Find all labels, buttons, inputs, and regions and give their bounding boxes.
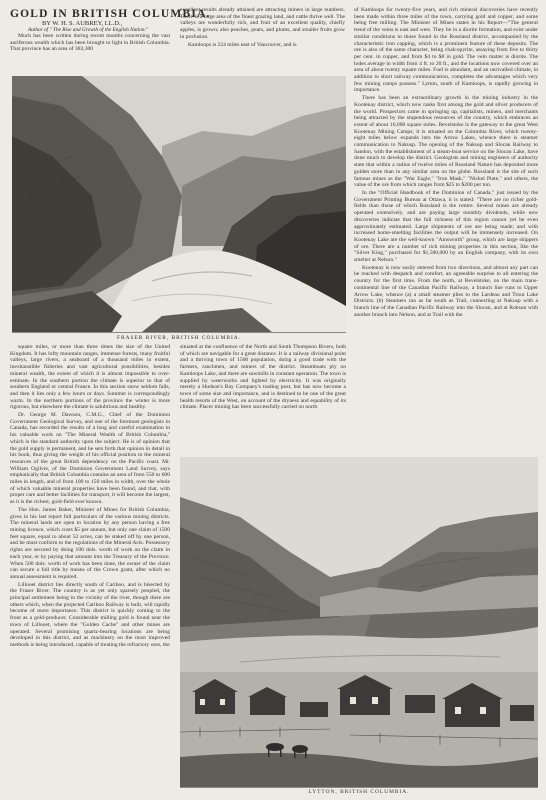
text-column-middle [180,344,346,436]
article-paragraph: Dr. George M. Dawson, C.M.G., Chief of the Dominion Government Geological Survey, and one of the foremost geologists in Canada, has recorded the results of a long and careful examination in his valuable work on "The Mineral Wealth of British Columbia," which is the standard authority upon the subject. He is of opinion that the gold supply is permanent, and he sets forth that opinion in detail in his book, thus giving the weight of his official position to the mineral resources of the great British dependency on the Pacific coast. Mr. William Ogilvie, of the Dominion Government Land Survey, says emphatically that British Columbia contains an area of from 550 to 600 miles in length, and of from 100 to 150 miles in width, over the whole of which valuable mineral properties have been found, and that, with proper care and better facilities for transport, it will become the largest, as it is the richest, gold-field ever known. [10,412,170,506]
text-column-top-left [10,33,170,75]
article-paragraph: In the "Official Handbook of the Dominion of Canada," just issued by the Government Printing Bureau at Ottawa, it is stated: "There are no richer gold-fields than those of which Rossland is the centre. Several mines are already operated extensively, and are paying large monthly dividends, while new discoveries indicate that the full richness of this region cannot yet be even approximately estimated. Large shipments of ore are being made; and with increased home-smelting facilities the output will be immensely increased. On Kootenay Lake are the well-known "Ainsworth" group, which are large shippers of ore. There are a number of rich mining properties in this section, like the "Silver King," purchased for $1,500,000 by an English company, with its own smelter at Nelson." [354,189,538,264]
article-paragraph: There has been an extraordinary growth in the mining industry in the Kootenay district, which now ranks first among the gold and silver producers of the world. Prospectors came in springing up, capitalists, miners, and merchants being attracted by the stupendous resources of the country, which embraces an extent of about 16,000 square miles. Revelstoke is the gateway to the great West Kootenay Mining Camps; it is situated on the Columbia River, which twenty-eight miles below expands into the Arrow Lakes, whence there is steamer communication to Nakusp. The opening of the Nakusp and Slocan Railway to Sandon, with the establishment of a steam-boat service on the Slocan Lake, have done much to develop the district. Geologists and mining engineers of authority state that within a radius of twelve miles of Rossland Nature has deposited more golden store than in any similar area on the globe. Rossland is the site of such famous mines as the "War Eagle," "Iron Mask," "Nickel Plate," and others, the value of the ore from which ranges from $25 to $200 per ton. [354,95,538,189]
text-column-left [10,344,170,796]
article-paragraph: Kootenay is now easily entered from two directions, and almost any part can be reached with despatch and comfort, an agreeable surprise to all entering the country for the first time. From the north, at Revelstoke, on the main trans-continental line of the Canadian Pacific Railway, a branch line runs to Upper Arrow Lake, whence (a) a small steamer plies to the Lardeau and Trout Lake Districts. (b) Steamers run as far south as Trail, connecting at Nakusp with a branch line of the Canadian Pacific Railway into the Slocan, and at Robson with another branch into Nelson, and at Trail with the [354,264,538,318]
article-paragraph: Much has been written during recent months concerning the vast auriferous wealth which has been brought to light in British Columbia. That province has an area of 383,300 [10,33,170,53]
text-column-top-middle [180,7,345,75]
lytton-caption: LYTTON, BRITISH COLUMBIA. [308,789,410,795]
lytton-illustration [180,457,538,787]
article-byline: BY W. H. S. AUBREY, LL.D., [42,20,123,27]
author-note: Author of " The Rise and Growth of the English Nation." [28,27,149,33]
article-title: GOLD IN BRITISH COLUMBIA. [10,8,211,20]
article-paragraph: of Kamloops for twenty-five years, and rich mineral discoveries have recently been made within three miles of the town, carrying gold and copper, and some being free milling. The Minister of Mines states in his Report—"The general trend of the veins is east and west. They lie in a diorite formation, and exist under similar conditions to those found in the Rossland district, accompanied by the characteristic iron capping, which is a prominent feature of these deposits. The ore is also of the same character, being chalcopyrite, assaying from five to thirty per cent. in copper, and from $4 to $8 in gold. The vein matter is diorite. The lodes average in width from 4 ft. to 20 ft., and the locations now covered over an area of about twenty square miles. Fuel is abundant, and an unrivalled climate, in addition to short railway communication, completes the advantages which very few mining camps possess." Lytton, south of Kamloops, is rapidly growing in importance. [354,7,538,94]
article-paragraph: situated at the confluence of the North and South Thompson Rivers, both of which are navigable for a great distance. It is a railway divisional point and a thriving town of 1500 population, doing a good trade with the farmers, ranchmen, and miners of the district. Steamboats ply on Kamloops Lake, and there are sawmills in constant operation. The town is supplied by waterworks and lighted by electricity. It was originally merely a Hudson's Bay Company's trading post, but has now become a town of some size and importance, and is destined to be one of the great health resorts of the West, on account of the dryness and equability of its climate. Placer mining has been successfully carried on north [180,344,346,411]
text-column-right [354,7,538,457]
fraser-river-illustration [12,76,346,332]
article-paragraph: square miles, or more than three times the size of the United Kingdom. It has lofty mountain ranges, immense forests, many fruitful valleys, large rivers, a seaboard of a thousand miles in extent, inexhaustible fisheries and vast agricultural possibilities, besides mineral wealth, the extent of which it is almost impossible to over-estimate. In the southern portion the climate is superior to that of southern England or central France. In this section snow seldom falls, and then it lies only a few hours or days. Summer is correspondingly warm. In the northern portions of the province the winter is more rigorous, but elsewhere the climate is salubrious and healthy. [10,344,170,411]
caption-rule [12,332,346,333]
caption-rule [180,787,538,788]
article-paragraph: Lillooet district lies directly south of Cariboo, and is bisected by the Fraser River. The country is as yet only sparsely peopled, the principal settlement being in the vicinity of the river, though there are others which, when the projected Cariboo Railway is built, will rapidly become of more importance. This district is quickly coming to the front as a gold-producer. Considerable milling gold is found near the town of Lillooet, where the "Golden Cache" and other mines are operated. Several promising quartz-bearing locations are being developed in this district, and as machinery on the most improved methods is being introduced, capable of treating the refractory ores, the [10,581,170,648]
fraser-river-caption: FRASER RIVER, BRITISH COLUMBIA. [117,335,241,341]
lytton-town-engraving-icon [180,457,538,787]
article-paragraph: The Hon. James Baker, Minister of Mines for British Columbia, gives in his last report full particulars of the various mining districts. The mineral lands are open to location by any person having a free mining licence, which costs $5 per annum, but only one claim of 1500 feet square, equal to about 52 acres, can be staked off by one person, and he must conform to the regulations of the Mineral Acts. Possessory rights are secured by doing 100 dols. worth of work on the claim in each year, or by paying that amount into the Treasury of the Province. When 500 dols. worth of work has been done, the owner of the claim can secure a full title by means of the Crown grant, after which no annual assessment is required. [10,506,170,580]
fraser-river-engraving-icon [12,76,346,332]
article-paragraph: excellent results already attained are attracting miners in large numbers. There is a large area of the finest grazing land, and cattle thrive well. The valleys are wonderfully rich, and fruit of an excellent quality, chiefly apples, is grown; also peaches, pears, and plums, and smaller fruits grow in profusion. [180,7,345,40]
article-paragraph: Kamloops is 224 miles east of Vancouver, and is [188,41,297,48]
